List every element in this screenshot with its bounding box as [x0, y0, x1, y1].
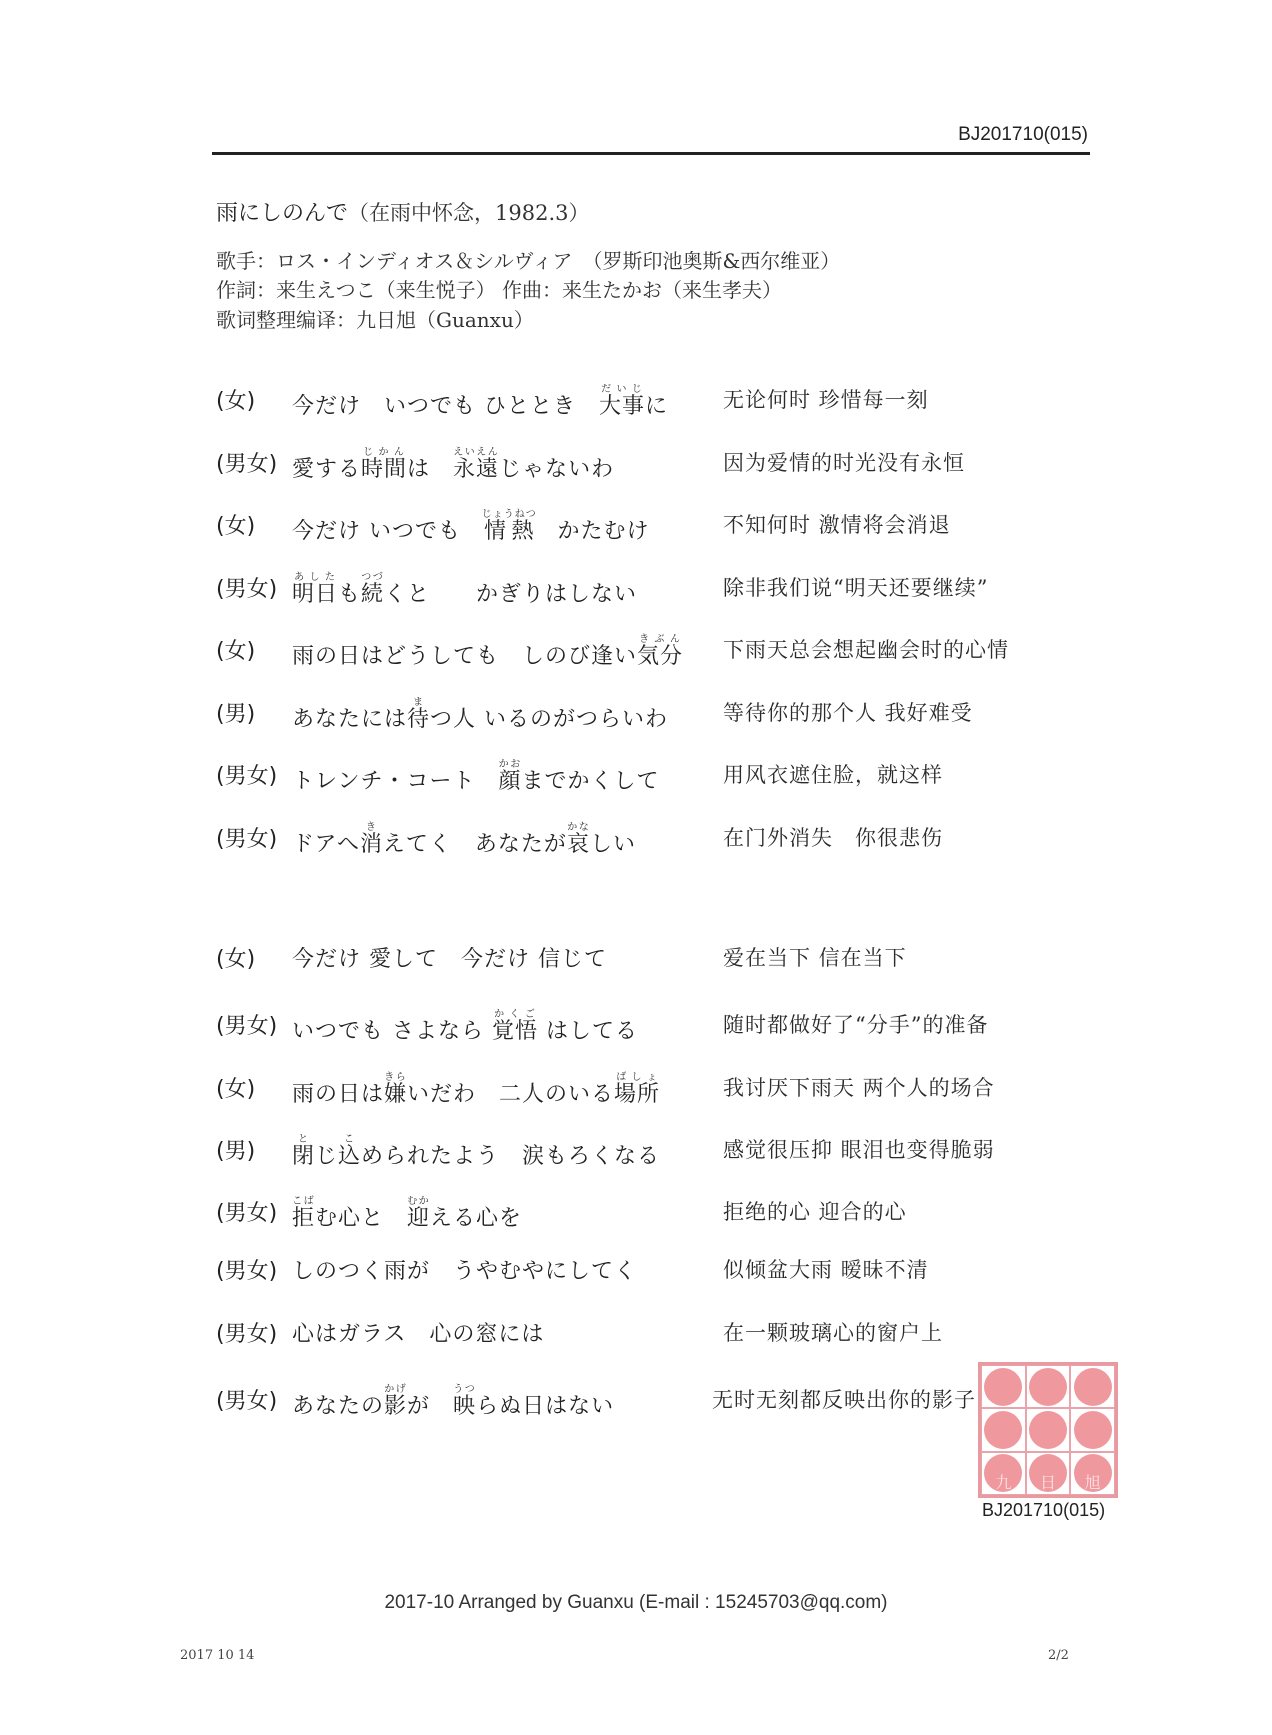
stamp-cell — [981, 1365, 1026, 1408]
song-title-jp: 雨にしのんで — [216, 201, 349, 226]
singer-role-label: (男) — [216, 1139, 256, 1164]
stamp-cell — [1026, 1452, 1071, 1495]
chinese-translation: 等待你的那个人 我好难受 — [723, 701, 973, 725]
japanese-lyric: 今だけ 愛して 今だけ 信じて — [292, 947, 607, 972]
stamp-dot — [1074, 1411, 1112, 1449]
lyric-line — [0, 509, 1272, 544]
singer-role-label: (男) — [216, 702, 256, 727]
japanese-lyric: 雨の日は嫌きらいだわ 二人のいる場所ばしょ — [292, 1072, 661, 1107]
lyric-line — [0, 1009, 1272, 1044]
furigana-word: 映うつ — [453, 1384, 477, 1419]
chinese-translation: 感觉很压抑 眼泪也变得脆弱 — [723, 1138, 995, 1162]
singer-role-label: (男女) — [216, 452, 278, 477]
lyric-line — [0, 634, 1272, 669]
stamp-cell — [1026, 1408, 1071, 1451]
furigana-word: 拒こば — [292, 1196, 316, 1231]
singer-line: 歌手：ロス・インディオス＆シルヴィア （罗斯印池奥斯&西尔维亚） — [216, 249, 841, 273]
furigana-word: 永遠えいえん — [453, 447, 500, 482]
page-number: 2/2 — [1048, 1648, 1069, 1663]
chinese-translation: 随时都做好了“分手”的准备 — [723, 1013, 989, 1037]
furigana-word: 続つづ — [361, 572, 385, 607]
singer-role-label: (女) — [216, 1077, 256, 1102]
stamp-cell — [1070, 1365, 1115, 1408]
seal-stamp — [978, 1362, 1118, 1498]
chinese-translation: 无论何时 珍惜每一刻 — [723, 388, 929, 412]
footer-credit: 2017-10 Arranged by Guanxu (E-mail : 15245703@qq.com) — [384, 1592, 888, 1613]
furigana-word: 場所ばしょ — [614, 1072, 661, 1107]
lyric-line — [0, 822, 1272, 857]
song-title — [216, 196, 590, 227]
singer-role-label: (男女) — [216, 1322, 278, 1347]
stamp-cell — [981, 1408, 1026, 1451]
stamp-dot — [984, 1411, 1022, 1449]
print-date: 2017 10 14 — [180, 1648, 255, 1663]
credits-line: 作詞：来生えつこ（来生悦子） 作曲：来生たかお（来生孝夫） — [216, 278, 782, 302]
japanese-lyric: 明日あしたも続つづくと かぎりはしない — [292, 572, 638, 607]
singer-role-label: (女) — [216, 639, 256, 664]
stamp-cell — [1070, 1408, 1115, 1451]
stamp-char: 九 — [995, 1472, 1012, 1492]
song-title-subtitle: （在雨中怀念，1982.3） — [348, 201, 590, 225]
singer-role-label: (男女) — [216, 1014, 278, 1039]
chinese-translation: 用风衣遮住脸，就这样 — [723, 763, 943, 787]
furigana-word: 待ま — [407, 697, 431, 732]
stamp-char: 日 — [1039, 1472, 1056, 1492]
furigana-word: 覚悟かくご — [492, 1009, 539, 1044]
singer-role-label: (男女) — [216, 1389, 278, 1414]
japanese-lyric: 愛する時間じかんは 永遠えいえんじゃないわ — [292, 447, 615, 482]
stamp-code: BJ201710(015) — [982, 1500, 1106, 1520]
singer-role-label: (男女) — [216, 577, 278, 602]
chinese-translation: 似倾盆大雨 暧昧不清 — [723, 1258, 929, 1282]
stamp-cell — [981, 1452, 1026, 1495]
singer-role-label: (女) — [216, 514, 256, 539]
furigana-word: 閉と — [292, 1134, 316, 1169]
stamp-char: 旭 — [1084, 1472, 1101, 1492]
furigana-word: 気分きぶん — [637, 634, 684, 669]
japanese-lyric: 拒こばむ心と 迎むかえる心を — [292, 1196, 523, 1231]
furigana-word: 大事だいじ — [599, 384, 646, 419]
header-divider — [212, 152, 1090, 155]
chinese-translation: 拒绝的心 迎合的心 — [723, 1200, 907, 1224]
stamp-dot — [1029, 1411, 1067, 1449]
lyric-line — [0, 1317, 1272, 1347]
stamp-cell — [1070, 1452, 1115, 1495]
singer-role-label: (男女) — [216, 827, 278, 852]
japanese-lyric: 雨の日はどうしても しのび逢い気分きぶん — [292, 634, 684, 669]
stamp-cell — [1026, 1365, 1071, 1408]
chinese-translation: 因为爱情的时光没有永恒 — [723, 451, 965, 475]
japanese-lyric: しのつく雨が うやむやにしてく — [292, 1259, 638, 1284]
lyric-line — [0, 1134, 1272, 1169]
stamp-dot — [984, 1368, 1022, 1406]
lyric-line — [0, 447, 1272, 482]
furigana-word: 影かげ — [384, 1384, 408, 1419]
furigana-word: 嫌きら — [384, 1072, 408, 1107]
lyric-line — [0, 759, 1272, 794]
chinese-translation: 除非我们说“明天还要继续” — [723, 576, 989, 600]
furigana-word: 明日あした — [292, 572, 339, 607]
japanese-lyric: 閉とじ込こめられたよう 涙もろくなる — [292, 1134, 661, 1169]
document-code: BJ201710(015) — [958, 124, 1088, 145]
singer-role-label: (女) — [216, 389, 256, 414]
lyric-line — [0, 572, 1272, 607]
furigana-word: 哀かな — [566, 822, 590, 857]
lyric-line — [0, 1072, 1272, 1107]
chinese-translation: 下雨天总会想起幽会时的心情 — [723, 638, 1009, 662]
lyric-line — [0, 942, 1272, 972]
chinese-translation: 不知何时 激情将会消退 — [723, 513, 951, 537]
lyric-line — [0, 1196, 1272, 1231]
lyric-line — [0, 697, 1272, 732]
stamp-dot — [1074, 1368, 1112, 1406]
furigana-word: 顔かお — [498, 759, 522, 794]
japanese-lyric: あなたには待まつ人 いるのがつらいわ — [292, 697, 669, 732]
japanese-lyric: あなたの影かげが 映うつらぬ日はない — [292, 1384, 615, 1419]
lyric-line — [0, 384, 1272, 419]
arranger-line: 歌词整理编译：九日旭（Guanxu） — [216, 308, 534, 332]
singer-role-label: (男女) — [216, 764, 278, 789]
singer-role-label: (男女) — [216, 1201, 278, 1226]
furigana-word: 込こ — [338, 1134, 362, 1169]
chinese-translation: 无时无刻都反映出你的影子 — [712, 1388, 976, 1412]
japanese-lyric: 今だけ いつでも ひととき 大事だいじに — [292, 384, 669, 419]
japanese-lyric: トレンチ・コート 顔かおまでかくして — [292, 759, 660, 794]
chinese-translation: 在一颗玻璃心的窗户上 — [723, 1321, 943, 1345]
furigana-word: 消き — [359, 822, 383, 857]
lyric-line — [0, 1254, 1272, 1284]
furigana-word: 迎むか — [407, 1196, 431, 1231]
furigana-word: 時間じかん — [361, 447, 408, 482]
furigana-word: 情熱じょうねつ — [481, 509, 537, 544]
japanese-lyric: ドアへ消きえてく あなたが哀かなしい — [292, 822, 636, 857]
chinese-translation: 在门外消失 你很悲伤 — [723, 826, 943, 850]
chinese-translation: 我讨厌下雨天 两个人的场合 — [723, 1076, 995, 1100]
chinese-translation: 爱在当下 信在当下 — [723, 946, 907, 970]
japanese-lyric: 心はガラス 心の窓には — [292, 1322, 545, 1347]
singer-role-label: (女) — [216, 947, 256, 972]
japanese-lyric: いつでも さよなら 覚悟かくご はしてる — [292, 1009, 639, 1044]
singer-role-label: (男女) — [216, 1259, 278, 1284]
japanese-lyric: 今だけ いつでも 情熱じょうねつ かたむけ — [292, 509, 650, 544]
stamp-dot — [1029, 1368, 1067, 1406]
